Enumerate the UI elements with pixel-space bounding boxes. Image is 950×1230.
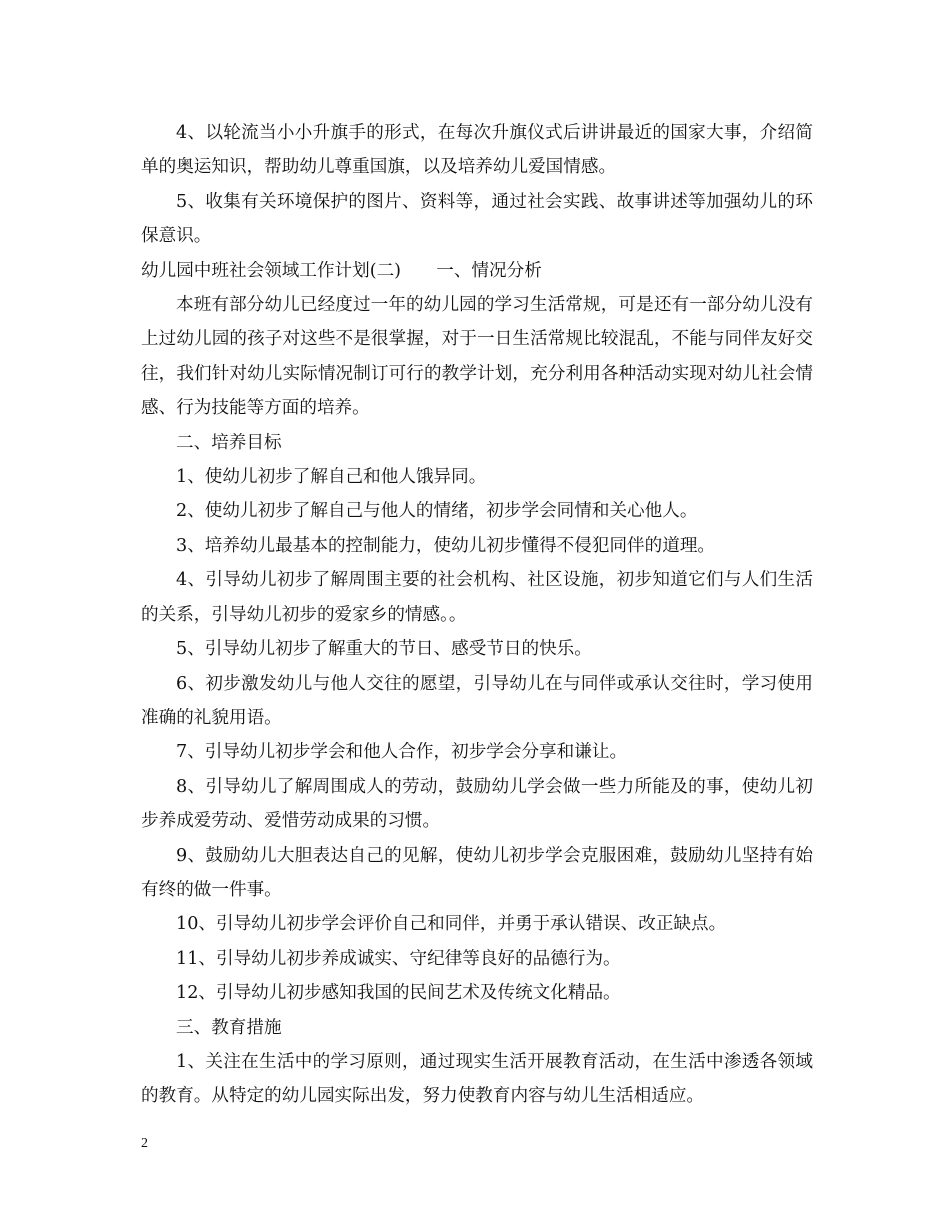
subheading: 三、教育措施 (176, 1017, 282, 1038)
section-heading: 幼儿园中班社会领域工作计划(二) 一、情况分析 (141, 260, 542, 281)
list-item: 1、关注在生活中的学习原则，通过现实生活开展教育活动，在生活中渗透各领域的教育。从特定的幼儿园实际出发，努力使教育内容与幼儿生活相适应。 (141, 1051, 813, 1107)
subheading: 二、培养目标 (176, 432, 282, 453)
list-item: 11、引导幼儿初步养成诚实、守纪律等良好的品德行为。 (176, 948, 621, 969)
list-item: 2、使幼儿初步了解自己与他人的情绪，初步学会同情和关心他人。 (176, 501, 698, 522)
paragraph: 本班有部分幼儿已经度过一年的幼儿园的学习生活常规，可是还有一部分幼儿没有上过幼儿园的孩子对这些不是很掌握，对于一日生活常规比较混乱，不能与同伴友好交往，我们针对幼儿实际情况制订可行的教学计划，充分利用各种活动实现对幼儿社会情感、行为技能等方面的培养。 (141, 295, 813, 419)
document-page (141, 116, 813, 1114)
list-item: 9、鼓励幼儿大胆表达自己的见解，使幼儿初步学会克服困难，鼓励幼儿坚持有始有终的做一件事。 (141, 845, 813, 900)
paragraph: 5、收集有关环境保护的图片、资料等，通过社会实践、故事讲述等加强幼儿的环保意识。 (141, 191, 813, 247)
page-number: 2 (141, 1136, 148, 1151)
list-item: 10、引导幼儿初步学会评价自己和同伴，并勇于承认错误、改正缺点。 (176, 914, 727, 935)
list-item: 5、引导幼儿初步了解重大的节日、感受节日的快乐。 (176, 639, 592, 660)
paragraph: 4、以轮流当小小升旗手的形式，在每次升旗仪式后讲讲最近的国家大事，介绍简单的奥运知识，帮助幼儿尊重国旗，以及培养幼儿爱国情感。 (141, 123, 813, 178)
list-item: 8、引导幼儿了解周围成人的劳动，鼓励幼儿学会做一些力所能及的事，使幼儿初步养成爱劳动、爱惜劳动成果的习惯。 (141, 776, 813, 832)
list-item: 12、引导幼儿初步感知我国的民间艺术及传统文化精品。 (176, 983, 621, 1004)
list-item: 3、培养幼儿最基本的控制能力，使幼儿初步懂得不侵犯同伴的道理。 (176, 535, 716, 556)
list-item: 7、引导幼儿初步学会和他人合作，初步学会分享和谦让。 (176, 742, 628, 763)
list-item: 1、使幼儿初步了解自己和他人饿异同。 (176, 467, 487, 488)
list-item: 4、引导幼儿初步了解周围主要的社会机构、社区设施，初步知道它们与人们生活的关系，引导幼儿初步的爱家乡的情感。。 (141, 570, 813, 625)
list-item: 6、初步激发幼儿与他人交往的愿望，引导幼儿在与同伴或承认交往时，学习使用准确的礼貌用语。 (141, 673, 813, 728)
